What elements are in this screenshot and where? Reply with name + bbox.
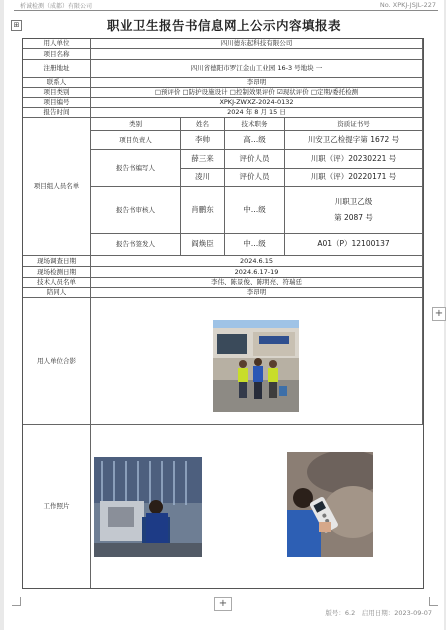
address-label: 注册地址 — [23, 60, 91, 78]
employer-photo-label: 用人单位合影 — [23, 298, 91, 425]
sampling-date-label: 现场检测日期 — [23, 267, 91, 278]
signer-title[interactable]: 中…级 — [225, 234, 285, 256]
project-no-label: 项目编号 — [23, 98, 91, 108]
footer-version: 版号：6.2 启用日期：2023-09-07 — [325, 609, 432, 617]
signer-label: 报告书签发人 — [91, 234, 181, 256]
tech-staff-value[interactable]: 李伟、陈景俊、陈明亮、符瑞廷 — [91, 278, 423, 288]
project-type-value[interactable]: □预评价 □防护设施设计 □控制效果评价 ☑现状评价 □定期/委托检测 — [91, 88, 423, 98]
writer-2-name[interactable]: 凌川 — [181, 169, 225, 187]
staff-header-title: 技术职务 — [225, 118, 285, 131]
writers-label: 报告书编写人 — [91, 150, 181, 187]
staff-header-cert: 资质证书号 — [285, 118, 423, 131]
leader-cert[interactable]: 川安卫乙检提字第 1672 号 — [285, 131, 423, 150]
staff-header-category: 类别 — [91, 118, 181, 131]
staff-header-name: 姓名 — [181, 118, 225, 131]
header-company: 析诚检测（成都）有限公司 — [20, 3, 93, 10]
project-name-label: 项目名称 — [23, 49, 91, 60]
document-page — [4, 0, 444, 630]
signer-name[interactable]: 阎焕臣 — [181, 234, 225, 256]
reviewer-cert-line2: 第 2087 号 — [334, 213, 373, 222]
tech-staff-label: 技术人员名单 — [23, 278, 91, 288]
work-photo-1 — [94, 457, 202, 557]
table-move-handle-icon[interactable]: ⊞ — [11, 20, 22, 31]
employer-group-photo — [213, 320, 299, 412]
writer-1-name[interactable]: 薛三来 — [181, 150, 225, 169]
leader-name[interactable]: 李帅 — [181, 131, 225, 150]
reviewer-cert-line1: 川职卫乙级 — [334, 196, 373, 206]
reviewer-name[interactable]: 肖鹏东 — [181, 187, 225, 234]
employer-label: 用人单位 — [23, 39, 91, 49]
contact-value[interactable]: 李昂明 — [91, 78, 423, 88]
project-name-value[interactable] — [91, 49, 423, 60]
sampling-date-value[interactable]: 2024.6.17-19 — [91, 267, 423, 278]
reviewer-cert[interactable] — [285, 187, 423, 234]
work-photo-2 — [287, 452, 373, 557]
report-time-value[interactable]: 2024 年 8 月 15 日 — [91, 108, 423, 118]
writer-2-cert[interactable]: 川职（评）20220171 号 — [285, 169, 423, 187]
reviewer-label: 报告书审核人 — [91, 187, 181, 234]
companion-label: 陪同人 — [23, 288, 91, 298]
survey-date-value[interactable]: 2024.6.15 — [91, 256, 423, 267]
work-photo-label: 工作照片 — [23, 425, 91, 588]
contact-label: 联系人 — [23, 78, 91, 88]
writer-2-title[interactable]: 评价人员 — [225, 169, 285, 187]
page-corner-mark — [12, 597, 21, 606]
address-value[interactable]: 四川省德阳市罗江金山工业园 16-3 号地块 一 — [91, 60, 423, 78]
report-time-label: 报告时间 — [23, 108, 91, 118]
page-title: 职业卫生报告书信息网上公示内容填报表 — [106, 18, 341, 33]
leader-title[interactable]: 高…级 — [225, 131, 285, 150]
employer-value[interactable]: 四川德东起科技有限公司 — [91, 39, 423, 49]
project-type-label: 项目类别 — [23, 88, 91, 98]
writer-1-title[interactable]: 评价人员 — [225, 150, 285, 169]
staff-section-label: 项目组人员名单 — [23, 118, 91, 256]
add-column-button[interactable]: + — [214, 597, 232, 611]
header-form-number: No. XPKJ-JSJL-227 — [379, 1, 436, 9]
page-corner-mark-right — [429, 597, 438, 606]
add-row-button[interactable]: + — [432, 307, 446, 321]
project-no-value[interactable]: XPKJ-ZWXZ-2024-0132 — [91, 98, 423, 108]
reviewer-title[interactable]: 中…级 — [225, 187, 285, 234]
leader-label: 项目负责人 — [91, 131, 181, 150]
companion-value[interactable]: 李昂明 — [91, 288, 423, 298]
writer-1-cert[interactable]: 川职（评）20230221 号 — [285, 150, 423, 169]
survey-date-label: 现场调查日期 — [23, 256, 91, 267]
signer-cert[interactable]: A01（P）12100137 — [285, 234, 423, 256]
header-rule — [14, 10, 438, 11]
